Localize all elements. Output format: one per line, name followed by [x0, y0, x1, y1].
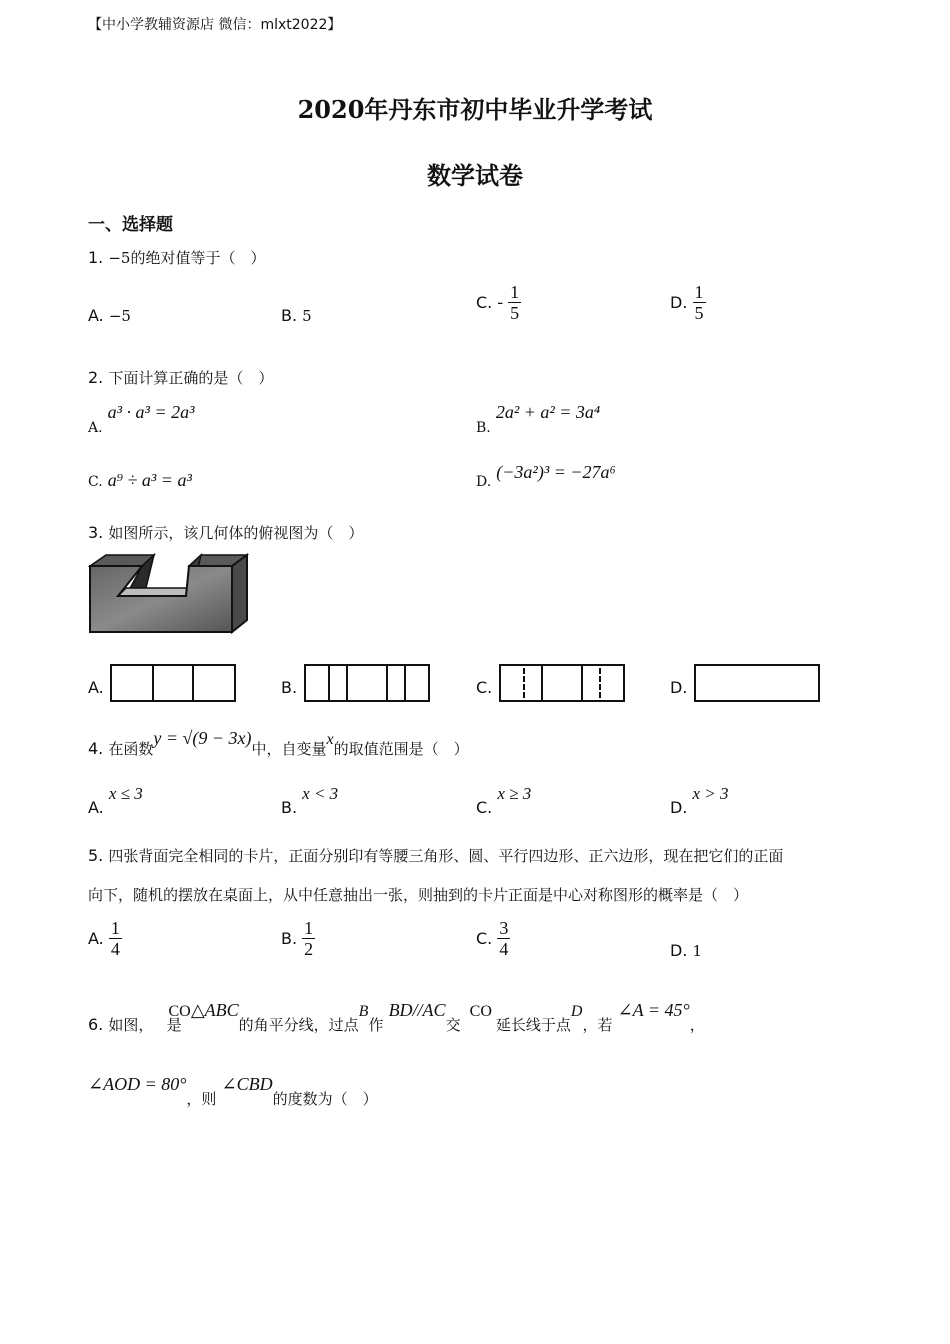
- question-6: 6. 如图， CO是 △ABC的角平分线，过点B作 BD//AC交 CO延长线于点D，若 ∠A = 45°，: [88, 1000, 705, 1034]
- q5-option-a: A. $\frac{1}{4}$: [88, 918, 120, 959]
- question-6-line-2: ∠AOD = 80°，则 ∠CBD的度数为（ ）: [88, 1074, 378, 1108]
- fraction: $\frac{1}{5}$: [694, 282, 704, 323]
- q4-option-d: D. x > 3: [670, 784, 729, 817]
- exam-title: 2020年丹东市初中毕业升学考试: [297, 95, 653, 124]
- q5-option-b: B. $\frac{1}{2}$: [281, 918, 314, 959]
- q1-option-d: D. $\frac{1}{5}$: [670, 282, 704, 323]
- q1-option-b: B. 5: [281, 306, 312, 325]
- q1-option-c: C. - $\frac{1}{5}$: [476, 282, 520, 323]
- fraction: $\frac{1}{5}$: [510, 282, 520, 323]
- q5-option-d: D. 1: [670, 941, 703, 960]
- question-5: 5. 四张背面完全相同的卡片，正面分别印有等腰三角形、圆、平行四边形、正六边形，现在把它们的正面: [88, 846, 784, 865]
- q3-option-a-figure: [110, 664, 236, 702]
- function-expression: y = √(9 − 3x): [153, 728, 252, 748]
- q1-option-a: A. −5: [88, 306, 131, 325]
- solid-figure: [86, 552, 252, 638]
- q3-option-d-figure: [694, 664, 820, 702]
- question-number: 1.: [88, 248, 104, 267]
- q4-option-b: B. x < 3: [281, 784, 339, 817]
- q2-option-b: B. 2a² + a² = 3a⁴: [476, 402, 601, 436]
- section-heading: 一、选择题: [88, 215, 173, 235]
- q3-option-d-label: D.: [670, 678, 688, 697]
- q4-option-c: C. x ≥ 3: [476, 784, 532, 817]
- q3-option-a-label: A.: [88, 678, 104, 697]
- q5-option-c: C. $\frac{3}{4}$: [476, 918, 509, 959]
- q2-option-c: C. a⁹ ÷ a³ = a³: [88, 470, 192, 490]
- question-2: 2. 下面计算正确的是（ ）: [88, 368, 274, 387]
- exam-subtitle: 数学试卷: [427, 161, 523, 190]
- q4-option-a: A. x ≤ 3: [88, 784, 143, 817]
- question-4: 4. 在函数y = √(9 − 3x)中，自变量x的取值范围是（ ）: [88, 728, 469, 758]
- q2-option-a: A. a³ · a³ = 2a³: [88, 402, 195, 436]
- question-3: 3. 如图所示，该几何体的俯视图为（ ）: [88, 523, 364, 542]
- question-5-line-2: 向下，随机的摆放在桌面上，从中任意抽出一张，则抽到的卡片正面是中心对称图形的概率是（ ）: [88, 886, 749, 904]
- q3-option-b-figure: [304, 664, 430, 702]
- question-1: [88, 247, 265, 268]
- q3-option-c-label: C.: [476, 678, 493, 697]
- q3-option-b-label: B.: [281, 678, 298, 697]
- q3-option-c-figure: [499, 664, 625, 702]
- source-header: 【中小学教辅资源店 微信：mlxt2022】: [88, 17, 342, 33]
- question-text: −5的绝对值等于（ ）: [108, 249, 266, 267]
- q2-option-d: D. (−3a²)³ = −27a⁶: [476, 462, 616, 490]
